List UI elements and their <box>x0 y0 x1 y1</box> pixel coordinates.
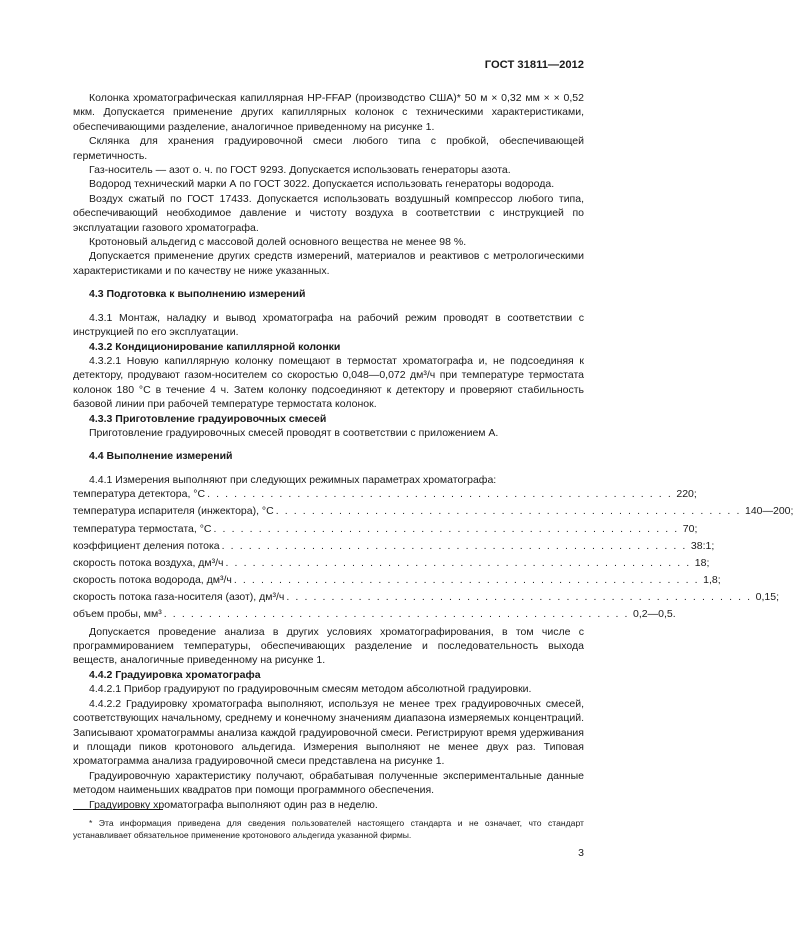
section-heading-4-4-2: 4.4.2 Градуировка хроматографа <box>89 668 261 681</box>
parameter-value: 1,8; <box>703 574 721 587</box>
parameter-value: 70; <box>682 522 698 535</box>
paragraph: Склянка для хранения градуировочной смеси любого типа с пробкой, обеспечивающей герметичность. <box>73 135 584 162</box>
parameter-value: 18; <box>694 556 710 569</box>
paragraph: 4.3.1 Монтаж, наладку и вывод хроматографа на рабочий режим проводят в соответствии с инструкцией по его эксплуатации. <box>73 311 584 339</box>
section-heading-4-4: 4.4 Выполнение измерений <box>89 450 233 463</box>
parameter-label: скорость потока воздуха, дм³/ч <box>73 556 224 569</box>
paragraph: Градуировочную характеристику получают, обрабатывая полученные экспериментальные данные методом наименьших квадратов при помощи программного обеспечения. <box>73 769 584 797</box>
parameter-value: 0,15; <box>755 591 780 604</box>
parameter-value: 38:1; <box>690 539 715 552</box>
parameter-row: температура термостата, °С . . . . . . . . . . . . . . . . . . . . . . . . . . . . . . . . . . . . . . . . . . . . . . . . . . . . 70; <box>73 522 698 535</box>
paragraph: 4.4.1 Измерения выполняют при следующих режимных параметрах хроматографа: <box>89 473 497 486</box>
parameter-value: 220; <box>676 488 697 501</box>
parameter-label: скорость потока водорода, дм³/ч <box>73 574 232 587</box>
section-heading-4-3-2: 4.3.2 Кондиционирование капиллярной колонки <box>89 340 341 353</box>
paragraph: Допускается применение других средств измерений, материалов и реактивов с метрологическими характеристиками и по качеству не ниже указанных. <box>73 250 584 277</box>
parameter-label: объем пробы, мм³ <box>73 608 162 621</box>
parameter-value: 0,2—0,5. <box>633 608 676 621</box>
parameter-label: температура детектора, °С <box>73 488 206 501</box>
parameter-label: температура испарителя (инжектора), °С <box>73 505 274 518</box>
standard-header: ГОСТ 31811—2012 <box>484 59 584 71</box>
paragraph: 4.4.2.1 Прибор градуируют по градуировочным смесям методом абсолютной градуировки. <box>89 683 532 696</box>
paragraph: Газ-носитель — азот о. ч. по ГОСТ 9293. Допускается использовать генераторы азота. <box>89 164 511 177</box>
parameter-label: коэффициент деления потока <box>73 539 220 552</box>
footnote: * Эта информация приведена для сведения пользователей настоящего стандарта и не означает, что стандарт устанавливает обязательное применение кротонового альдегида указанной фирмы. <box>73 818 584 840</box>
footnote-separator <box>73 809 163 810</box>
paragraph: Градуировку хроматографа выполняют один раз в неделю. <box>89 798 378 811</box>
paragraph: 4.4.2.2 Градуировку хроматографа выполняют, используя не менее трех градуировочных смесей, соответствующих начальному, среднему и конечному значениям диапазона измеряемых концентраций. Записывают хроматограммы анализа каждой градуировочной смеси. Регистрируют время удерживания и площади пиков кротонового альдегида. Измерения выполняют не менее двух раз. Типовая хроматограмма анализа градуировочной смеси представлена на рисунке 1. <box>73 697 584 768</box>
parameter-row: коэффициент деления потока . . . . . . . . . . . . . . . . . . . . . . . . . . . . . . . . . . . . . . . . . . . . . . . . . . . . 38:1; <box>73 539 715 552</box>
page-content <box>73 91 793 812</box>
page-number: 3 <box>578 847 584 859</box>
paragraph: Водород технический марки А по ГОСТ 3022. Допускается использовать генераторы водорода. <box>89 178 555 191</box>
paragraph: Колонка хроматографическая капиллярная HP-FFAP (производство США)* 50 м × 0,32 мм × × 0,52 мкм. Допускается применение других капиллярных колонок с техническими характеристиками, обеспечивающими разделение, аналогичное приведенному на рисунке 1. <box>73 92 584 133</box>
parameter-label: температура термостата, °С <box>73 522 212 535</box>
parameter-row: скорость потока водорода, дм³/ч . . . . . . . . . . . . . . . . . . . . . . . . . . . . . . . . . . . . . . . . . . . . . . . . . . . . 1,8; <box>73 574 721 587</box>
paragraph: Воздух сжатый по ГОСТ 17433. Допускается использовать воздушный компрессор любого типа, обеспечивающий необходимое давление и чистоту воздуха в соответствии с инструкцией по эксплуатации газового хроматографа. <box>73 192 584 234</box>
parameter-label: скорость потока газа-носителя (азот), дм³/ч <box>73 591 285 604</box>
parameter-row: температура испарителя (инжектора), °С . . . . . . . . . . . . . . . . . . . . . . . . . . . . . . . . . . . . . . . . . . . . . . . . . . . . 140—200; <box>73 505 793 518</box>
parameter-row: объем пробы, мм³ . . . . . . . . . . . . . . . . . . . . . . . . . . . . . . . . . . . . . . . . . . . . . . . . . . . . 0,2—0,5. <box>73 608 676 621</box>
section-heading-4-3-3: 4.3.3 Приготовление градуировочных смесей <box>89 412 327 425</box>
parameter-value: 140—200; <box>744 505 793 518</box>
paragraph: Кротоновый альдегид с массовой долей основного вещества не менее 98 %. <box>89 236 467 249</box>
paragraph: Приготовление градуировочных смесей проводят в соответствии с приложением А. <box>89 426 499 439</box>
parameter-row: скорость потока воздуха, дм³/ч . . . . . . . . . . . . . . . . . . . . . . . . . . . . . . . . . . . . . . . . . . . . . . . . . . . . 18; <box>73 556 710 569</box>
parameter-list <box>73 487 793 625</box>
section-heading-4-3: 4.3 Подготовка к выполнению измерений <box>89 288 306 301</box>
parameter-row: температура детектора, °С . . . . . . . . . . . . . . . . . . . . . . . . . . . . . . . . . . . . . . . . . . . . . . . . . . . . 220; <box>73 488 697 501</box>
paragraph: 4.3.2.1 Новую капиллярную колонку помещают в термостат хроматографа и, не подсоединяя к детектору, продувают газом-носителем со скоростью 0,048—0,072 дм³/ч при температуре термостата колонок 180 °С в течение 4 ч. Затем колонку подсоединяют к детектору и проверяют стабильность базовой линии при рабочей температуре термостата колонок. <box>73 354 584 411</box>
paragraph: Допускается проведение анализа в других условиях хроматографирования, в том числе с программированием температуры, обеспечивающих разделение и последовательность выхода веществ, аналогичные приведенному на рисунке 1. <box>73 625 584 667</box>
parameter-row: скорость потока газа-носителя (азот), дм³/ч . . . . . . . . . . . . . . . . . . . . . . . . . . . . . . . . . . . . . . . . . . . . . . . . . . . . 0,15; <box>73 591 780 604</box>
